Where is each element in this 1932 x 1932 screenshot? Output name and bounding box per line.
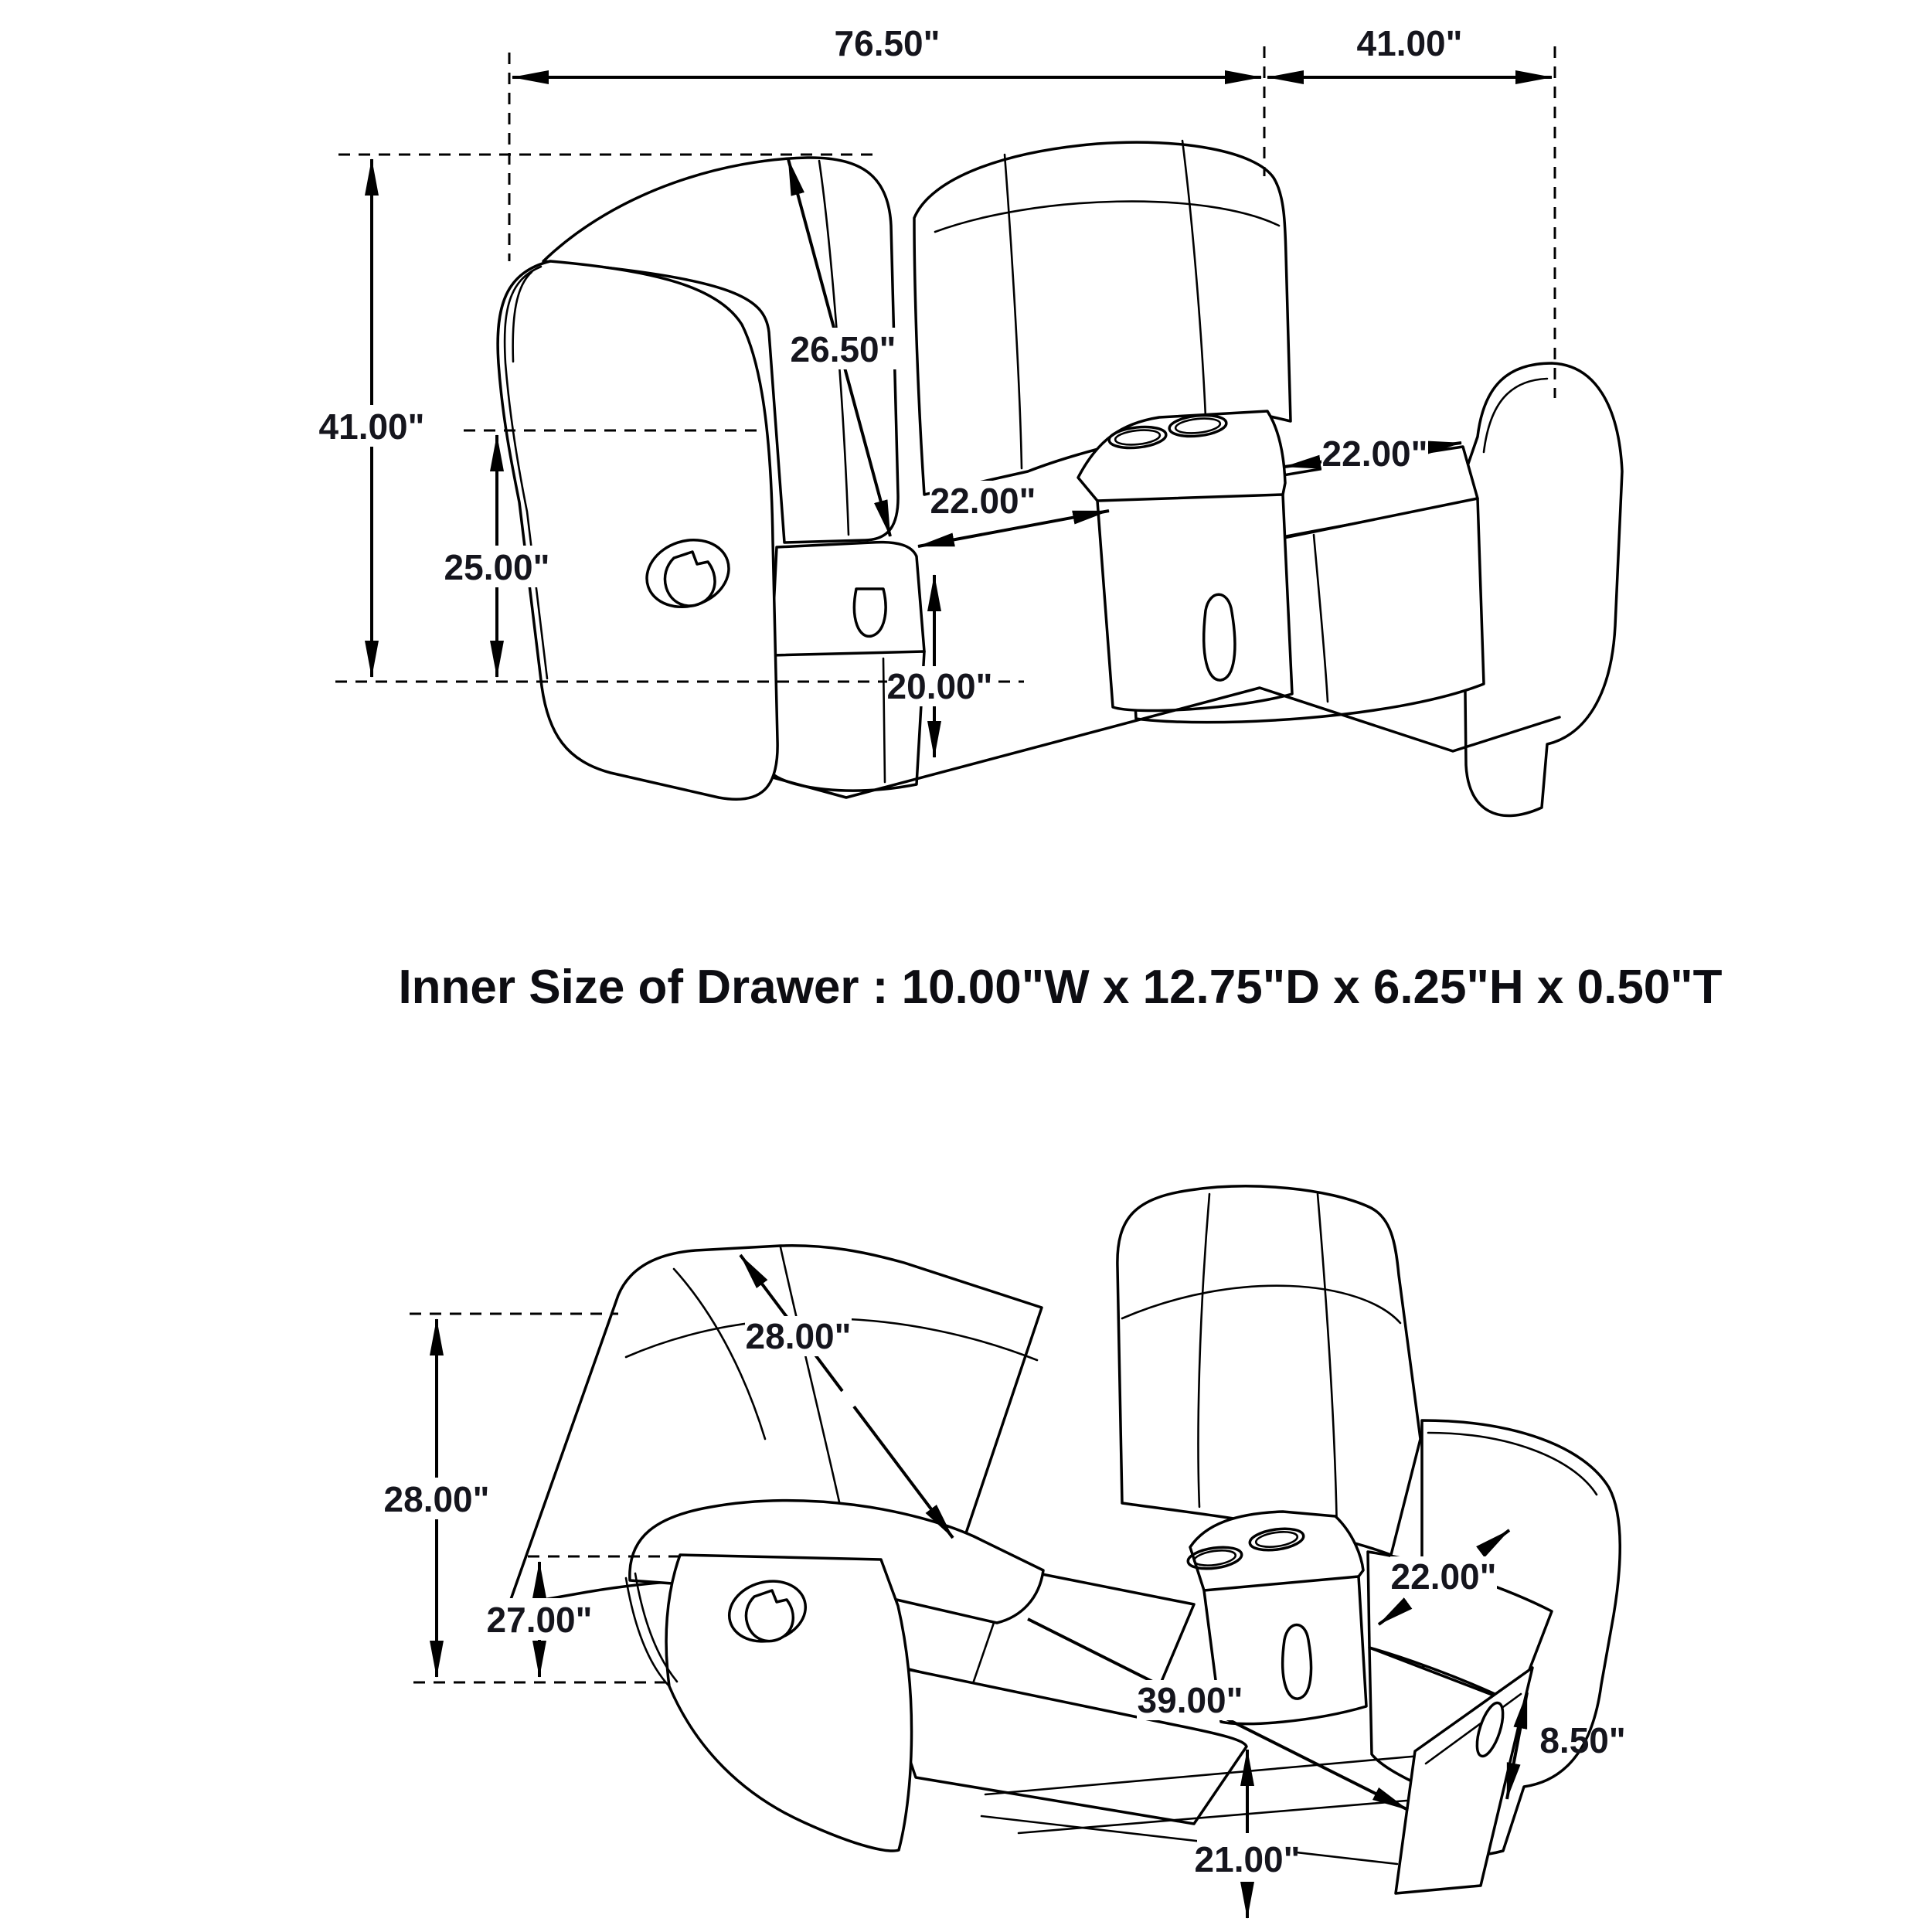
upright-right-arm bbox=[1463, 363, 1622, 816]
seat-height-label: 20.00" bbox=[886, 666, 993, 706]
upright-console bbox=[1078, 411, 1292, 711]
reclined-height-label: 28.00" bbox=[383, 1479, 490, 1519]
footrest-height-label: 8.50" bbox=[1539, 1720, 1626, 1760]
upright-loveseat-drawing bbox=[319, 23, 1622, 816]
pull-strap-icon bbox=[1204, 594, 1235, 680]
seat-width-label: 22.00" bbox=[1390, 1556, 1497, 1597]
reclined-arm-height-label: 27.00" bbox=[486, 1600, 593, 1640]
left-seat-width-label: 22.00" bbox=[930, 481, 1036, 521]
pull-strap-icon bbox=[1283, 1625, 1311, 1699]
right-seat-width-label: 22.00" bbox=[1321, 434, 1428, 474]
overall-height-label: 41.00" bbox=[318, 406, 425, 447]
overall-width-label: 76.50" bbox=[834, 23, 940, 63]
dim-left-seat-width bbox=[918, 481, 1109, 546]
reclined-loveseat-drawing bbox=[384, 1186, 1626, 1918]
back-height-label: 26.50" bbox=[790, 329, 896, 369]
reclined-length-label: 39.00" bbox=[1137, 1680, 1243, 1720]
dim-overall-depth bbox=[1267, 23, 1555, 398]
back-length-label: 28.00" bbox=[745, 1316, 852, 1356]
overall-depth-label: 41.00" bbox=[1356, 23, 1463, 63]
seat-crease bbox=[854, 589, 886, 636]
recline-clearance-label: 21.00" bbox=[1194, 1839, 1301, 1879]
right-backrest bbox=[1117, 1186, 1420, 1555]
drawer-size-note: Inner Size of Drawer : 10.00"W x 12.75"D x 6.25"H x 0.50"T bbox=[398, 961, 1723, 1014]
upright-left-arm bbox=[498, 261, 777, 799]
arm-height-label: 25.00" bbox=[444, 547, 550, 587]
